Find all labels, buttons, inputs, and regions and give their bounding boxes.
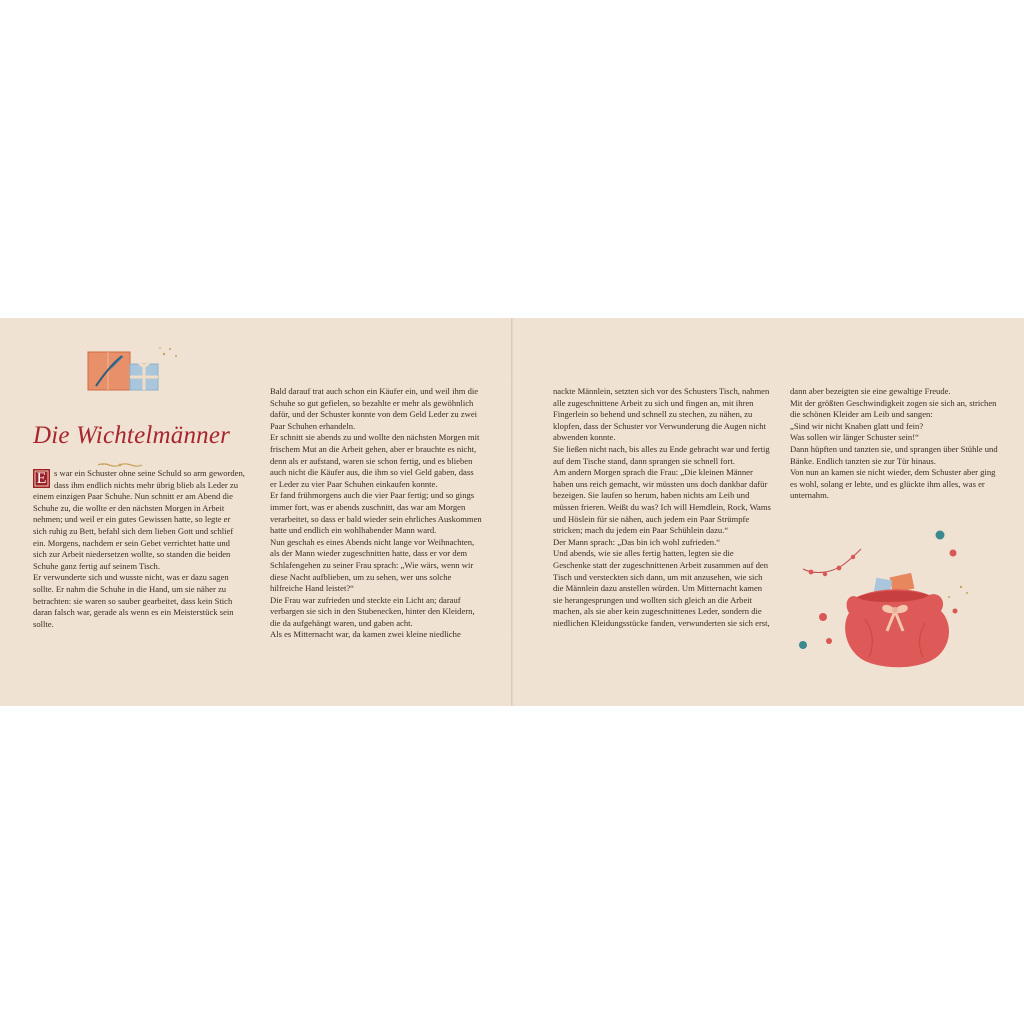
text-column-3 [553, 386, 771, 629]
paragraph: Am andern Morgen sprach die Frau: „Die kleinen Männer haben uns reich gemacht, wir müssten uns doch dankbar dafür bezeigen. Sie laufen so herum, haben nichts am Leib und müssen frieren. Weißt du was? Ich will Hemdlein, Rock, Wams und Höslein für sie nähen, auch jedem ein Paar Strümpfe stricken; mach du jedem ein Paar Schühlein dazu.“ [553, 467, 771, 536]
paragraph: Die Frau war zufrieden und steckte ein Licht an; darauf verbargen sie sich in den Stubenecken, hinter den Kleidern, die da aufgehängt waren, und gaben acht. [270, 594, 475, 628]
gift-sack-icon [795, 523, 975, 673]
paragraph: Er fand frühmorgens auch die vier Paar fertig; und so gings immer fort, was er abends zuschnitt, das war am Morgen verarbeitet, so dass er bald wieder sein ehrliches Auskommen hatte und endlich ein wohlhabender Mann ward. [270, 490, 482, 536]
paragraph: Und abends, wie sie alles fertig hatten, legten sie die Geschenke statt der zugeschnittenen Arbeit zusammen auf den Tisch und versteckten sich dann, um mit anzusehen, wie sich die Männlein dazu anstellen würden. Um Mitternacht kamen sie herangesprungen und wollten sich gleich an die Arbeit machen, als sie aber kein zugeschnittenes Leder, sondern die niedlichen Kleidungsstücke fanden, verwunderten sie sich erst, [553, 548, 770, 628]
paragraph: Er verwunderte sich und wusste nicht, was er dazu sagen sollte. Er nahm die Schuhe in die Hand, um sie näher zu betrachten: sie waren so sauber gearbeitet, dass kein Stich daran falsch war, gerade als wenn es ein Meisterstück sein sollte. [33, 572, 234, 629]
story-title: Die Wichtelmänner [33, 422, 231, 449]
song-line: Was sollen wir länger Schuster sein!“ [790, 432, 919, 443]
page-gutter [511, 318, 513, 706]
paragraph: Der Mann sprach: „Das bin ich wohl zufrieden.“ [553, 536, 721, 547]
paragraph: Sie ließen nicht nach, bis alles zu Ende gebracht war und fertig auf dem Tische stand, dann sprangen sie schnell fort. [553, 443, 770, 466]
paragraph: Bald darauf trat auch schon ein Käufer ein, und weil ihm die Schuhe so gut gefielen, so bezahlte er mehr als gewöhnlich dafür, und der Schuster konnte von dem Geld Leder zu zwei Paar Schuhen erhandeln. [270, 386, 479, 431]
paragraph: Er schnitt sie abends zu und wollte den nächsten Morgen mit frischem Mut an die Arbeit gehen, aber er brauchte es nicht, denn als er aufstand, waren sie schon fertig, und es blieben auch nicht die Käufer aus, die ihm so viel Geld gaben, dass er Leder zu vier Paar Schuhen einkaufen konnte. [270, 432, 480, 489]
paragraph: Dann hüpften und tanzten sie, und sprangen über Stühle und Bänke. Endlich tanzten sie zur Tür hinaus. [790, 443, 998, 466]
drop-cap: E [33, 469, 50, 488]
text-column-4 [790, 386, 1002, 502]
paragraph: Mit der größten Geschwindigkeit zogen sie sich an, strichen die schönen Kleider am Leib und sangen: [790, 397, 997, 420]
song-line: „Sind wir nicht Knaben glatt und fein? [790, 420, 924, 431]
paragraph: dann aber bezeigten sie eine gewaltige Freude. [790, 386, 951, 396]
text-column-2 [270, 386, 482, 641]
book-spread [0, 318, 1024, 706]
paragraph: Von nun an kamen sie nicht wieder, dem Schuster aber ging es wohl, solang er lebte, und es glückte ihm alles, was er unternahm. [790, 467, 996, 501]
gift-boxes-feather-icon [86, 346, 181, 396]
paragraph: Nun geschah es eines Abends nicht lange vor Weihnachten, als der Mann wieder zugeschnitten hatte, dass er vor dem Schlafengehen zu seiner Frau sprach: „Wie wärs, wenn wir diese Nacht aufblieben, um zu sehen, wer uns solche hilfreiche Hand leistet?“ [270, 536, 475, 594]
paragraph: Als es Mitternacht war, da kamen zwei kleine niedliche [270, 629, 461, 640]
paragraph: nackte Männlein, setzten sich vor des Schusters Tisch, nahmen alle zugeschnittene Arbeit zu sich und fingen an, mit ihren Fingerlein so behend und schnell zu stechen, zu nähen, zu klopfen, dass der Schuster vor Verwunderung die Augen nicht abwenden konnte. [553, 386, 770, 443]
paragraph: E s war ein Schuster ohne seine Schuld so arm geworden, dass ihm endlich nichts mehr übrig blieb als Leder zu einem einzigen Paar Schuhe. Nun schnitt er am Abend die Schuhe zu, die wollte er den nächsten Morgen in Arbeit nehmen; und weil er ein gutes Gewissen hatte, so legte er sich ruhig zu Bett, befahl sich dem lieben Gott und schlief ein. Morgens, nachdem er sein Gebet verrichtet hatte und sich zur Arbeit niedersetzen wollte, so standen die beiden Schuhe ganz fertig auf seinem Tisch. [33, 468, 245, 571]
text-column-1 [33, 468, 245, 630]
